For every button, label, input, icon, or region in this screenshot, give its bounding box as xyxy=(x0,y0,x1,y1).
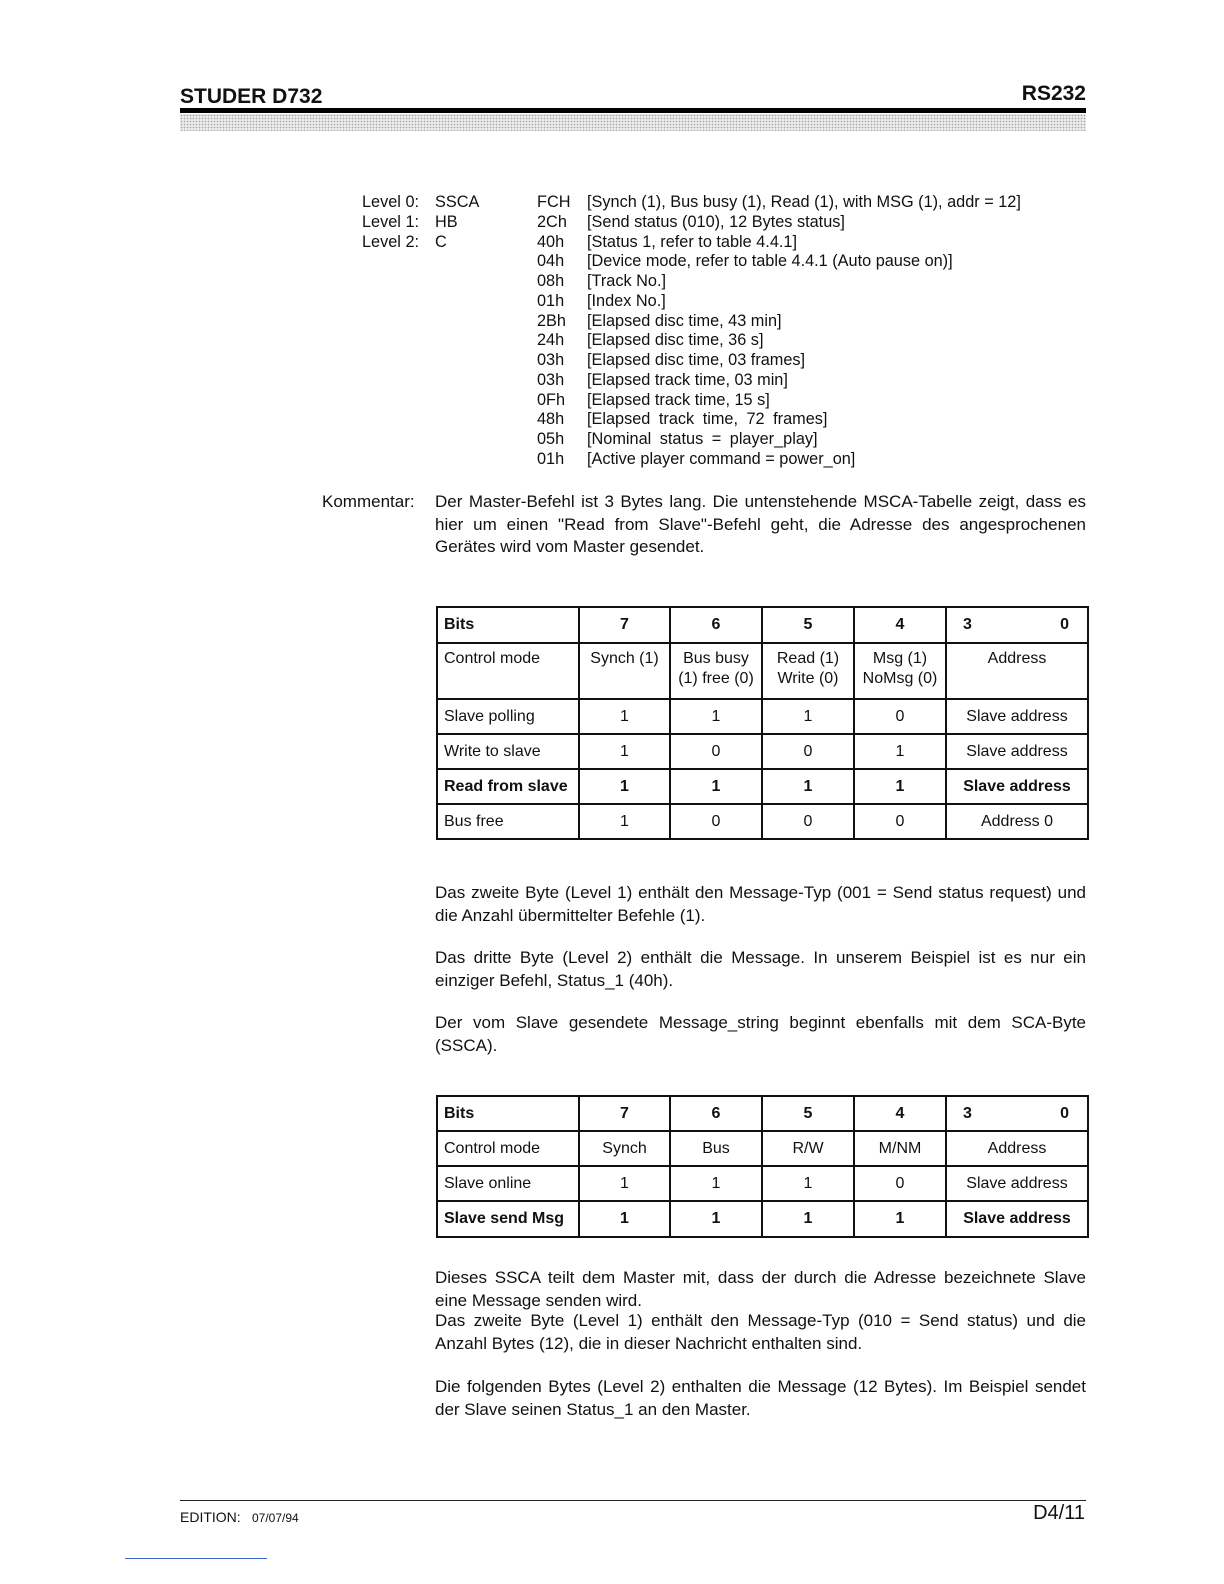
level-row xyxy=(0,312,1224,332)
paragraph-line: Der vom Slave gesendete Message_string beginnt ebenfalls mit dem SCA-Byte xyxy=(435,1013,1086,1032)
table-row xyxy=(437,804,1088,839)
body-paragraph xyxy=(435,882,1086,927)
address-cell: Address 0 xyxy=(946,804,1088,839)
cell-line: Write (0) xyxy=(777,670,839,687)
hex-byte: FCH xyxy=(537,193,571,211)
level-row xyxy=(0,410,1224,430)
body-paragraph xyxy=(435,1376,1086,1421)
hex-byte: 03h xyxy=(537,370,565,389)
bit4-header-cell: 4 xyxy=(854,607,946,643)
address-cell: Slave address xyxy=(946,1166,1088,1201)
bit3-label: 3 xyxy=(963,616,972,633)
level-row xyxy=(0,371,1224,391)
table-header-row xyxy=(437,607,1088,643)
table-row-highlighted xyxy=(437,769,1088,804)
bits-header-cell: Bits xyxy=(437,607,579,643)
paragraph-line: Der Master-Befehl ist 3 Bytes lang. Die untenstehende MSCA-Tabelle zeigt, dass es xyxy=(435,492,1086,511)
byte-description: [Elapsed track time, 72 frames] xyxy=(587,410,828,429)
bit7-cell: 1 xyxy=(579,699,670,734)
level-label: Level 2: xyxy=(362,232,420,251)
byte-description: [Index No.] xyxy=(587,291,666,310)
level-row xyxy=(0,252,1224,272)
paragraph-line: einziger Befehl, Status_1 (40h). xyxy=(435,970,674,990)
address-cell: Slave address xyxy=(946,769,1088,804)
level-label: Level 1: xyxy=(362,212,420,231)
level-value: C xyxy=(435,232,447,251)
hex-byte: 08h xyxy=(537,272,565,291)
row-label-cell: Write to slave xyxy=(437,734,579,769)
cell-line: Msg (1) xyxy=(872,650,928,667)
level-row xyxy=(0,450,1224,470)
bit4-cell: 0 xyxy=(854,1166,946,1201)
byte-description: [Track No.] xyxy=(587,272,667,291)
level-row xyxy=(0,292,1224,312)
row-label-cell: Control mode xyxy=(437,1131,579,1166)
address-cell: Address xyxy=(946,643,1088,699)
table-header-row xyxy=(437,1096,1088,1131)
bit4-header-cell: 4 xyxy=(854,1096,946,1131)
level-label: Level 0: xyxy=(362,193,420,211)
bit7-cell: Synch (1) xyxy=(579,643,670,699)
ssca-bit-table xyxy=(436,1095,1089,1238)
bit7-header-cell: 7 xyxy=(579,607,670,643)
bit7-cell: 1 xyxy=(579,769,670,804)
byte-description: [Elapsed disc time, 36 s] xyxy=(587,331,764,350)
paragraph-line: eine Message senden wird. xyxy=(435,1290,642,1310)
byte-description: [Elapsed disc time, 43 min] xyxy=(587,311,782,330)
table-row xyxy=(437,1131,1088,1166)
bit5-header-cell: 5 xyxy=(762,607,854,643)
row-label-cell: Read from slave xyxy=(437,769,579,804)
row-label-cell: Slave send Msg xyxy=(437,1201,579,1237)
bit5-cell: 0 xyxy=(762,734,854,769)
bit6-cell: 1 xyxy=(670,1201,762,1237)
bit5-cell: 1 xyxy=(762,769,854,804)
bit7-header-cell: 7 xyxy=(579,1096,670,1131)
bit4-cell: 1 xyxy=(854,734,946,769)
body-paragraph xyxy=(435,1267,1086,1312)
level-row xyxy=(0,430,1224,450)
paragraph-line: Dieses SSCA teilt dem Master mit, dass der durch die Adresse bezeichnete Slave xyxy=(435,1268,1086,1287)
bit3-label: 3 xyxy=(963,1104,972,1122)
cell-line: Read (1) xyxy=(776,650,840,667)
bit5-cell: 1 xyxy=(762,1166,854,1201)
bit0-label: 0 xyxy=(1060,1104,1069,1122)
level-value: SSCA xyxy=(435,193,480,211)
hex-byte: 40h xyxy=(537,232,565,251)
level-row xyxy=(0,233,1224,253)
table-row xyxy=(437,643,1088,699)
byte-description: [Synch (1), Bus busy (1), Read (1), with MSG (1), addr = 12] xyxy=(587,193,1021,211)
bit4-cell: 1 xyxy=(854,769,946,804)
address-cell: Slave address xyxy=(946,734,1088,769)
bit6-cell: 0 xyxy=(670,804,762,839)
byte-description: [Device mode, refer to table 4.4.1 (Auto pause on)] xyxy=(587,252,953,271)
paragraph-line: Die folgenden Bytes (Level 2) enthalten die Message (12 Bytes). Im Beispiel sendet xyxy=(435,1377,1086,1396)
bit4-cell: 1 xyxy=(854,1201,946,1237)
bit6-cell: Bus xyxy=(670,1131,762,1166)
byte-description: [Send status (010), 12 Bytes status] xyxy=(587,212,845,231)
bit6-cell: 0 xyxy=(670,734,762,769)
bit7-cell: 1 xyxy=(579,804,670,839)
bit-range-header-cell xyxy=(946,1096,1088,1131)
bit4-cell xyxy=(854,643,946,699)
footer-rule xyxy=(180,1500,1086,1501)
paragraph-line: Das zweite Byte (Level 1) enthält den Message-Typ (001 = Send status request) und xyxy=(435,883,1086,902)
body-paragraph xyxy=(435,1012,1086,1057)
hex-byte: 2Bh xyxy=(537,311,566,330)
blue-underline-mark xyxy=(125,1558,267,1559)
hex-byte: 01h xyxy=(537,291,565,310)
bit4-cell: M/NM xyxy=(854,1131,946,1166)
bit5-cell: 1 xyxy=(762,1201,854,1237)
hex-byte: 0Fh xyxy=(537,390,566,409)
bit6-cell: 1 xyxy=(670,699,762,734)
msca-bit-table xyxy=(436,606,1089,840)
paragraph-line: Das zweite Byte (Level 1) enthält den Message-Typ (010 = Send status) und die xyxy=(435,1311,1086,1330)
bit6-cell: 1 xyxy=(670,1166,762,1201)
bit-range-header-cell xyxy=(946,607,1088,643)
paragraph-line: hier um einen "Read from Slave"-Befehl geht, die Adresse des angesprochenen xyxy=(435,514,1086,534)
level-listing xyxy=(0,193,1224,470)
hex-byte: 03h xyxy=(537,351,565,370)
address-cell: Slave address xyxy=(946,1201,1088,1237)
row-label-cell: Bus free xyxy=(437,804,579,839)
bit6-header-cell: 6 xyxy=(670,607,762,643)
byte-description: [Elapsed disc time, 03 frames] xyxy=(587,351,806,370)
comment-paragraph xyxy=(435,491,1086,559)
header-rule xyxy=(180,108,1086,113)
edition-date: 07/07/94 xyxy=(252,1511,299,1525)
bit7-cell: Synch xyxy=(579,1131,670,1166)
section-title: RS232 xyxy=(1021,82,1086,105)
bit4-cell: 0 xyxy=(854,804,946,839)
byte-description: [Nominal status = player_play] xyxy=(587,430,818,449)
body-paragraph xyxy=(435,1310,1086,1355)
bit5-cell: 0 xyxy=(762,804,854,839)
hex-byte: 48h xyxy=(537,410,565,429)
cell-line: NoMsg (0) xyxy=(862,670,938,687)
hex-byte: 2Ch xyxy=(537,212,567,231)
bits-header-cell: Bits xyxy=(437,1096,579,1131)
bit6-header-cell: 6 xyxy=(670,1096,762,1131)
row-label-cell: Control mode xyxy=(437,643,579,699)
table-row xyxy=(437,1166,1088,1201)
paragraph-line: der Slave seinen Status_1 an den Master. xyxy=(435,1399,751,1419)
byte-description: [Elapsed track time, 03 min] xyxy=(587,370,788,389)
paragraph-line: Anzahl Bytes (12), die in dieser Nachricht enthalten sind. xyxy=(435,1333,863,1353)
bit-range xyxy=(951,1104,1083,1124)
paragraph-line: (SSCA). xyxy=(435,1035,498,1055)
bit6-cell xyxy=(670,643,762,699)
paragraph-line: die Anzahl übermittelter Befehle (1). xyxy=(435,905,706,925)
table-row xyxy=(437,699,1088,734)
header-shaded-band xyxy=(180,114,1086,131)
hex-byte: 01h xyxy=(537,449,565,468)
bit5-cell: 1 xyxy=(762,699,854,734)
bit5-header-cell: 5 xyxy=(762,1096,854,1131)
paragraph-line: Gerätes wird vom Master gesendet. xyxy=(435,537,705,556)
edition-label: EDITION: xyxy=(180,1509,241,1525)
bit5-cell: R/W xyxy=(762,1131,854,1166)
hex-byte: 24h xyxy=(537,331,565,350)
address-cell: Address xyxy=(946,1131,1088,1166)
address-cell: Slave address xyxy=(946,699,1088,734)
byte-description: [Status 1, refer to table 4.4.1] xyxy=(587,232,797,251)
hex-byte: 05h xyxy=(537,430,565,449)
bit6-cell: 1 xyxy=(670,769,762,804)
cell-line: (1) free (0) xyxy=(678,670,754,687)
level-row xyxy=(0,331,1224,351)
row-label-cell: Slave polling xyxy=(437,699,579,734)
bit7-cell: 1 xyxy=(579,1166,670,1201)
bit7-cell: 1 xyxy=(579,734,670,769)
document-title: STUDER D732 xyxy=(180,85,323,108)
row-label-cell: Slave online xyxy=(437,1166,579,1201)
byte-description: [Elapsed track time, 15 s] xyxy=(587,390,770,409)
level-value: HB xyxy=(435,212,458,231)
level-row xyxy=(0,391,1224,411)
level-row xyxy=(0,213,1224,233)
bit4-cell: 0 xyxy=(854,699,946,734)
page-number: D4/11 xyxy=(1033,1502,1085,1524)
hex-byte: 04h xyxy=(537,252,565,271)
level-row xyxy=(0,272,1224,292)
bit7-cell: 1 xyxy=(579,1201,670,1237)
cell-line: Bus busy xyxy=(683,650,749,667)
comment-label: Kommentar: xyxy=(322,492,415,511)
level-row xyxy=(0,193,1224,213)
body-paragraph xyxy=(435,947,1086,992)
table-row-highlighted xyxy=(437,1201,1088,1237)
bit5-cell xyxy=(762,643,854,699)
level-row xyxy=(0,351,1224,371)
bit0-label: 0 xyxy=(1060,616,1069,633)
bit-range xyxy=(951,615,1083,635)
table-row xyxy=(437,734,1088,769)
paragraph-line: Das dritte Byte (Level 2) enthält die Message. In unserem Beispiel ist es nur ein xyxy=(435,948,1086,967)
byte-description: [Active player command = power_on] xyxy=(587,449,856,468)
